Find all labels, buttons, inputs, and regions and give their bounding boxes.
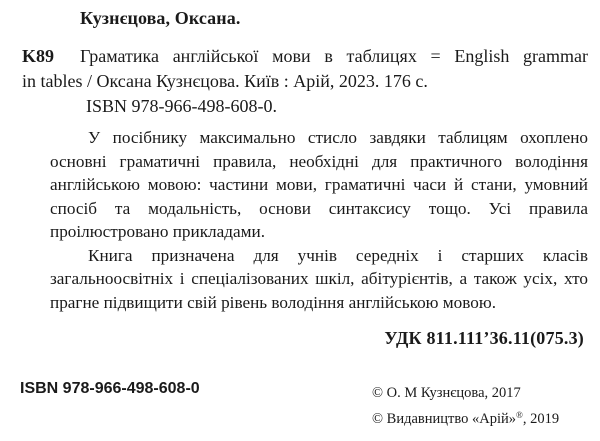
isbn-footer: ISBN 978-966-498-608-0 bbox=[20, 380, 200, 397]
author-name: Кузнєцова, Оксана. bbox=[80, 8, 241, 28]
abstract-paragraph-content: У посібнику максимально стисло завдяки таблицям охоплено основні граматичні правила, необхідні для практичного володіння англійською мовою: частини мови, граматичні часи й стани, умовний спосіб та модальність, основи синтаксису тощо. Усі правила проілюстровано прикладами. bbox=[50, 128, 588, 241]
copyright-block bbox=[372, 382, 559, 430]
copyright-publisher bbox=[372, 404, 559, 430]
isbn-entry: ISBN 978-966-498-608-0. bbox=[86, 96, 277, 116]
udc-code: УДК 811.111’36.11(075.3) bbox=[384, 328, 584, 348]
copyright-publisher-year: , 2019 bbox=[522, 411, 560, 427]
biblio-title-line: Граматика англійської мови в таблицях = English grammar bbox=[80, 46, 588, 66]
copyright-author: © О. М Кузнєцова, 2017 bbox=[372, 385, 521, 401]
classification-mark: K89 bbox=[22, 46, 55, 66]
abstract-paragraph-audience: Книга призначена для учнів середніх і старших класів загальноосвітніх і спеціалізованих шкіл, абітурієнтів, а також усіх, хто прагне підвищити свій рівень володіння англійською мовою. bbox=[50, 245, 588, 312]
biblio-imprint-line: in tables / Оксана Кузнєцова. Київ : Арій, 2023. 176 с. bbox=[22, 71, 428, 91]
registered-mark: ® bbox=[515, 410, 523, 420]
copyright-publisher-name: © Видавництво «Арій» bbox=[372, 411, 516, 427]
abstract bbox=[50, 126, 588, 314]
